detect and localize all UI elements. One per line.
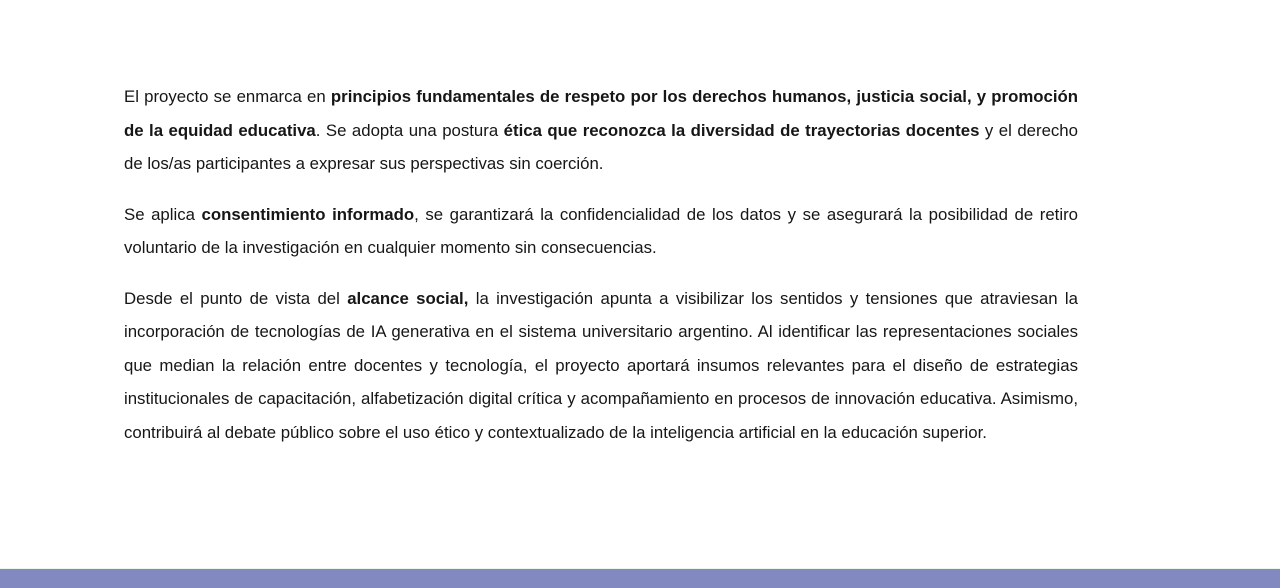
text-run: consentimiento informado bbox=[201, 204, 415, 224]
paragraph bbox=[124, 80, 1078, 181]
text-run: Desde el punto de vista del bbox=[124, 288, 348, 308]
paragraph bbox=[124, 198, 1078, 265]
text-run: la investigación apunta a visibilizar los sentidos y tensiones que atraviesan la incorporación de tecnologías de IA generativa en el sistema universitario argentino. Al identificar las representaciones sociales que median la relación entre docentes y tecnología, el proyecto aportará insumos relevantes para el diseño de estrategias institucionales de capacitación, alfabetización digital crítica y acompañamiento en procesos de innovación educativa. Asimismo, contribuirá al debate público sobre el uso ético y contextualizado de la inteligencia artificial en la educación superior. bbox=[124, 288, 1078, 442]
text-run: ética que reconozca la diversidad de trayectorias docentes bbox=[503, 120, 980, 140]
text-run: principios fundamentales de respeto por los derechos humanos, justicia social, y promoción de la equidad educativa bbox=[124, 87, 1079, 140]
text-run: Se aplica bbox=[124, 204, 202, 224]
text-run: y el derecho de los/as participantes a expresar sus perspectivas sin coerción. bbox=[124, 120, 1078, 173]
text-run: El proyecto se enmarca en bbox=[124, 87, 331, 106]
document-body bbox=[124, 80, 1078, 466]
text-run: alcance social, bbox=[347, 288, 469, 308]
footer-bar bbox=[0, 568, 1280, 588]
text-run: , se garantizará la confidencialidad de los datos y se asegurará la posibilidad de retiro voluntario de la investigación en cualquier momento sin consecuencias. bbox=[124, 204, 1078, 257]
text-run: . Se adopta una postura bbox=[315, 120, 504, 140]
paragraph bbox=[124, 282, 1078, 450]
